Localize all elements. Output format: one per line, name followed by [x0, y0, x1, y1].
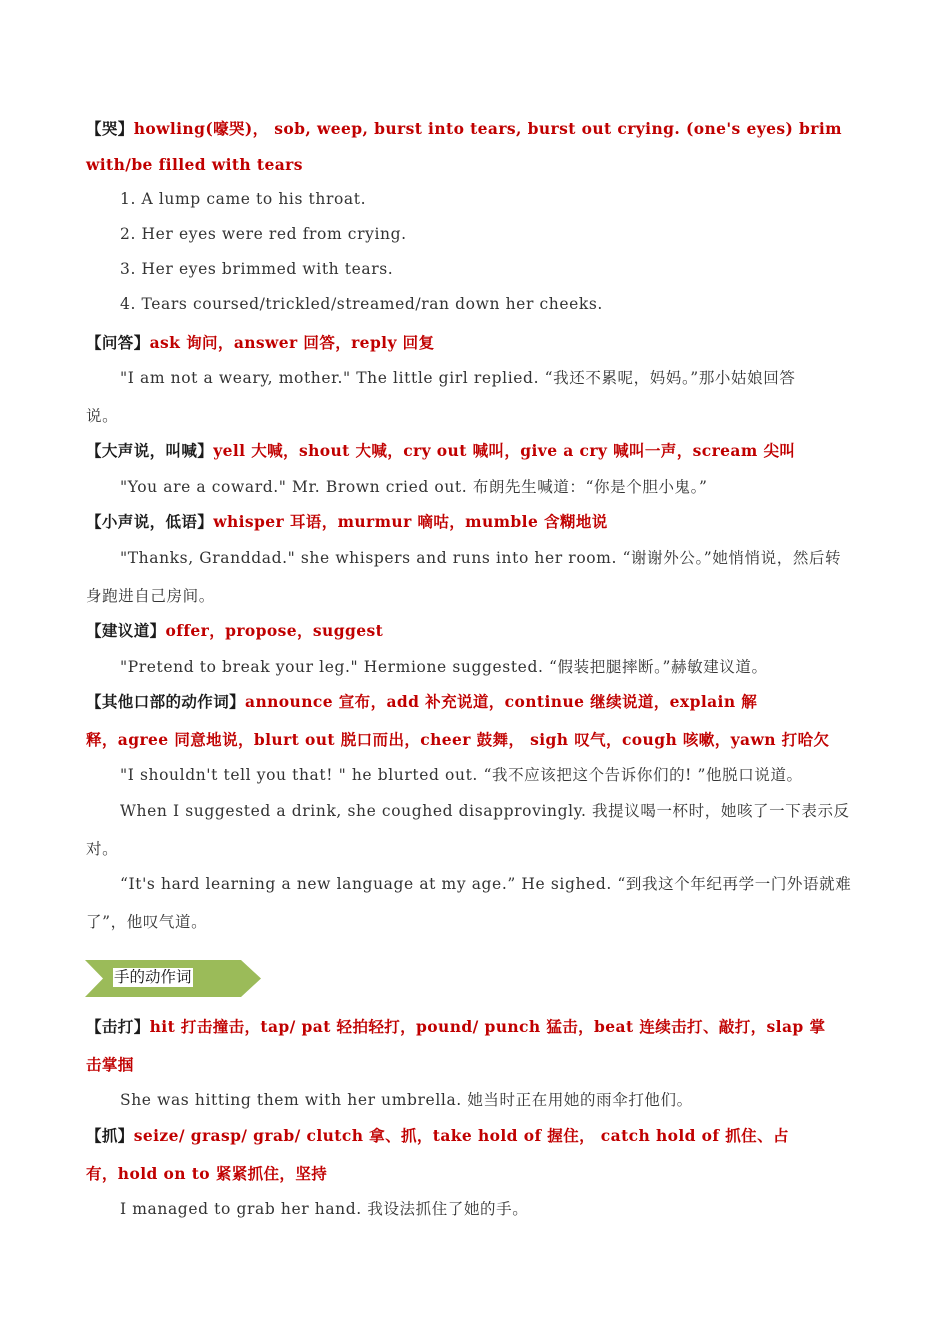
- other-mouth-heading-cont: [86, 728, 876, 750]
- grab-terms: seize/ grasp/ grab/ clutch 拿、抓，take hold of 握住， catch hold of 抓住、占: [133, 1126, 789, 1145]
- ask-terms: ask 询问，answer 回答，reply 回复: [149, 333, 435, 352]
- other-mouth-terms-cont: 释，agree 同意地说，blurt out 脱口而出，cheer 鼓舞， sigh 叹气，cough 咳嗽，yawn 打哈欠: [86, 730, 830, 749]
- cry-example-1: 1. A lump came to his throat.: [120, 190, 367, 208]
- shout-example: "You are a coward." Mr. Brown cried out. 布朗先生喊道：“你是个胆小鬼。”: [120, 478, 708, 496]
- grab-label: 【抓】: [86, 1126, 134, 1145]
- cry-example-4: 4. Tears coursed/trickled/streamed/ran down her cheeks.: [120, 295, 603, 313]
- whisper-example: "Thanks, Granddad." she whispers and runs into her room. “谢谢外公。”她悄悄说，然后转: [120, 549, 842, 567]
- suggest-label: 【建议道】: [86, 621, 166, 640]
- hit-terms: hit 打击撞击，tap/ pat 轻拍轻打，pound/ punch 猛击，beat 连续击打、敲打，slap 掌: [149, 1017, 826, 1036]
- hit-example: She was hitting them with her umbrella. 她当时正在用她的雨伞打他们。: [120, 1091, 693, 1109]
- hit-heading: [86, 1015, 876, 1037]
- grab-heading-cont: [86, 1162, 876, 1184]
- whisper-label: 【小声说，低语】: [86, 512, 214, 531]
- grab-example: I managed to grab her hand. 我设法抓住了她的手。: [120, 1200, 529, 1218]
- whisper-example-cont: 身跑进自己房间。: [86, 587, 215, 605]
- cry-label: 【哭】: [86, 119, 134, 138]
- cry-heading-cont: [86, 155, 876, 174]
- hit-label: 【击打】: [86, 1017, 150, 1036]
- cry-example-3: 3. Her eyes brimmed with tears.: [120, 260, 394, 278]
- ask-example-cont: 说。: [86, 407, 119, 425]
- grab-terms-cont: 有，hold on to 紧紧抓住，坚持: [86, 1164, 328, 1183]
- hit-terms-cont: 击掌掴: [86, 1055, 134, 1074]
- other-mouth-heading: [86, 690, 876, 712]
- whisper-heading: [86, 510, 876, 532]
- cry-terms: howling(嚎哭)， sob, weep, burst into tears, burst out crying. (one's eyes) brim: [133, 119, 842, 138]
- ask-heading: [86, 331, 876, 353]
- cry-example-2: 2. Her eyes were red from crying.: [120, 225, 407, 243]
- other-mouth-label: 【其他口部的动作词】: [86, 692, 246, 711]
- grab-heading: [86, 1124, 876, 1146]
- cry-heading: [86, 117, 876, 139]
- section-banner-title: 手的动作词: [114, 968, 192, 986]
- ask-example: "I am not a weary, mother." The little girl replied. “我还不累呢，妈妈。”那小姑娘回答: [120, 369, 796, 387]
- other-mouth-example-1: "I shouldn't tell you that! " he blurted out. “我不应该把这个告诉你们的! ”他脱口说道。: [120, 766, 803, 784]
- other-mouth-example-3-cont: 了”，他叹气道。: [86, 913, 208, 931]
- cry-terms-cont: with/be filled with tears: [86, 155, 303, 174]
- shout-label: 【大声说，叫喊】: [86, 441, 214, 460]
- other-mouth-example-2: When I suggested a drink, she coughed disapprovingly. 我提议喝一杯时，她咳了一下表示反: [120, 802, 850, 820]
- other-mouth-example-2-cont: 对。: [86, 840, 119, 858]
- shout-terms: yell 大喊，shout 大喊，cry out 喊叫，give a cry 喊叫一声，scream 尖叫: [213, 441, 796, 460]
- ask-label: 【问答】: [86, 333, 150, 352]
- suggest-heading: [86, 619, 876, 641]
- hit-heading-cont: [86, 1053, 876, 1075]
- suggest-terms: offer，propose，suggest: [165, 621, 384, 640]
- other-mouth-example-3: “It's hard learning a new language at my age.” He sighed. “到我这个年纪再学一门外语就难: [120, 875, 852, 893]
- other-mouth-terms: announce 宣布，add 补充说道，continue 继续说道，explain 解: [245, 692, 758, 711]
- section-banner: [85, 960, 261, 997]
- shout-heading: [86, 439, 876, 461]
- suggest-example: "Pretend to break your leg." Hermione suggested. “假装把腿摔断。”赫敏建议道。: [120, 658, 768, 676]
- whisper-terms: whisper 耳语，murmur 嘀咕，mumble 含糊地说: [213, 512, 608, 531]
